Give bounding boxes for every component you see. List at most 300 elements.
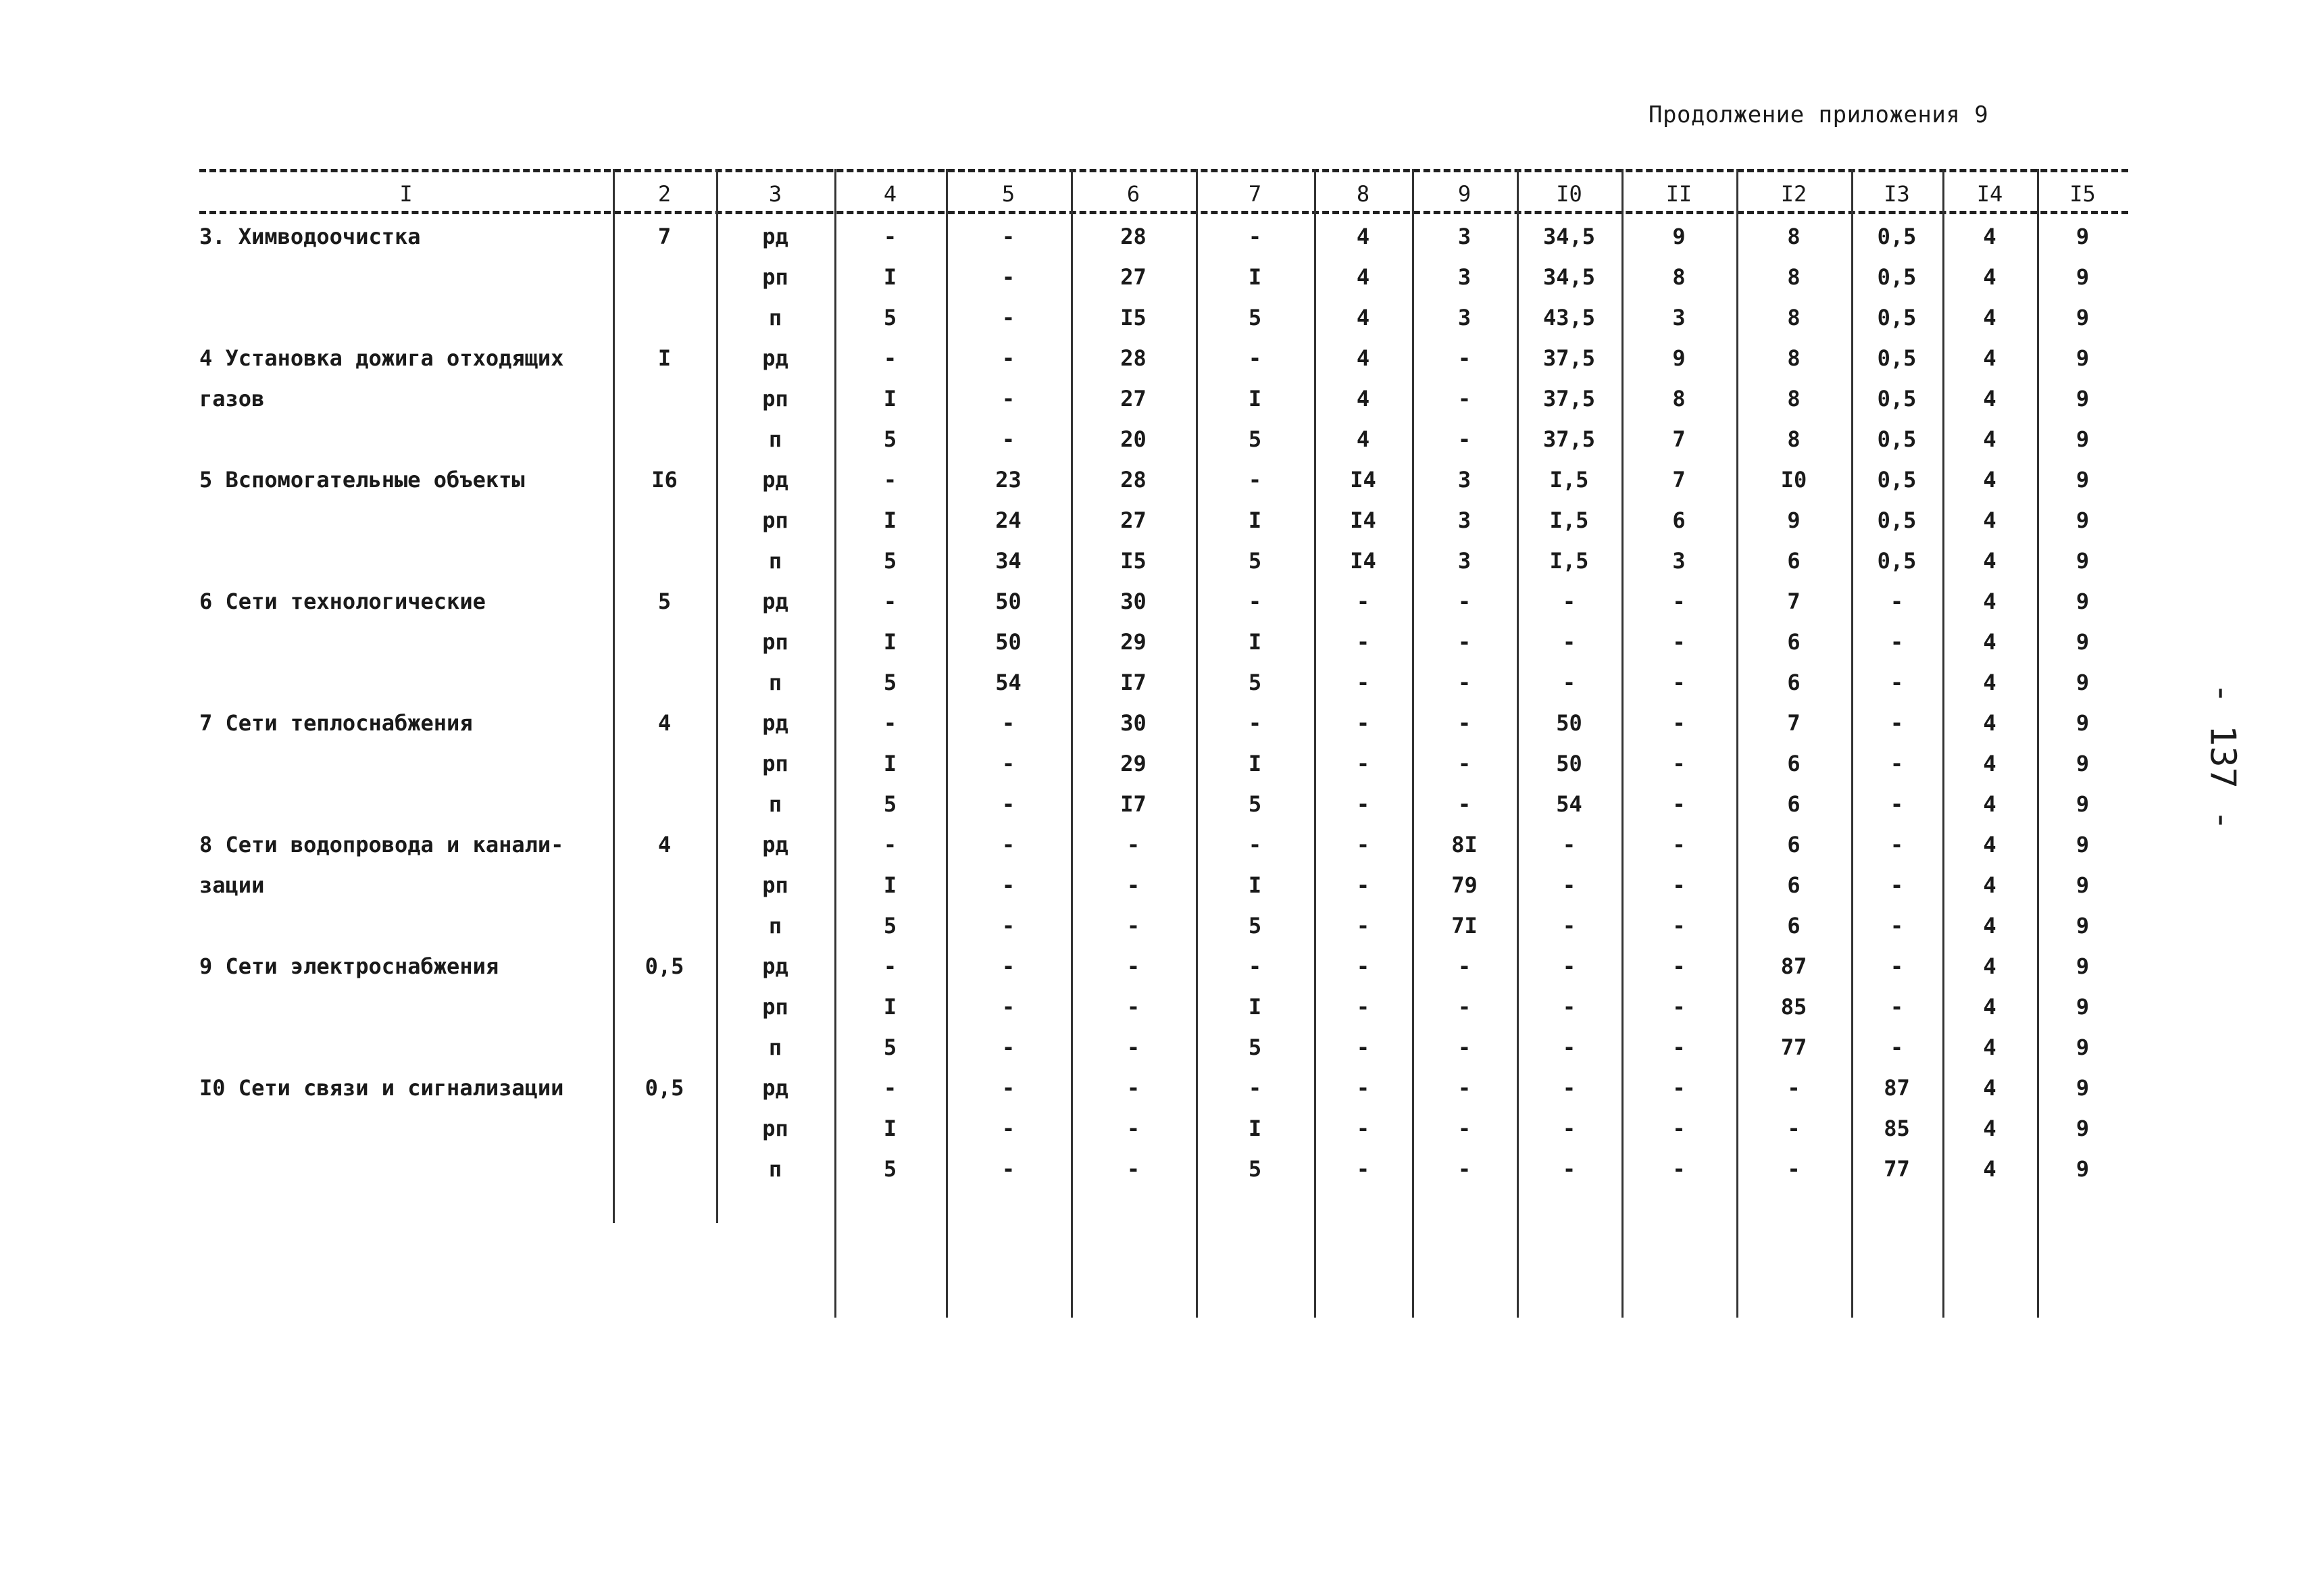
table-cell: 37,5 (1542, 426, 1596, 452)
object-name-cell (199, 784, 606, 824)
table-cell (613, 297, 716, 338)
table-cell (613, 622, 716, 662)
table-cell: 50 (995, 629, 1022, 655)
table-cell: 4 (1356, 224, 1370, 249)
object-name-cell (199, 419, 606, 459)
table-cell: - (1562, 913, 1576, 939)
table-cell: 4 (1983, 629, 1996, 655)
table-cell: - (1562, 1034, 1576, 1060)
table-cell (613, 419, 716, 459)
table-cell: I (883, 386, 897, 412)
table-cell: - (1562, 629, 1576, 655)
table-cell: - (1356, 913, 1370, 939)
table-cell: - (1457, 994, 1472, 1020)
table-cell: 5 (883, 791, 897, 817)
column-header: 4 (883, 181, 897, 207)
table-cell: I4 (1350, 548, 1376, 574)
table-cell: 8 (1787, 224, 1801, 249)
table-cell: рд (762, 224, 788, 249)
table-cell: - (1890, 872, 1904, 898)
table-cell (613, 905, 716, 946)
table-cell: 9 (2076, 670, 2090, 695)
table-cell: 4 (1983, 264, 1996, 290)
table-cell: 5 (883, 670, 897, 695)
table-cell: 5 (883, 548, 897, 574)
table-cell (613, 987, 716, 1027)
table-cell: - (1457, 345, 1472, 371)
table-cell: 0,5 (1877, 224, 1917, 249)
table-row (199, 946, 2128, 987)
table-cell: I (883, 507, 897, 533)
table-cell: 27 (1120, 264, 1147, 290)
table-cell (613, 662, 716, 703)
table-cell: - (1787, 1156, 1801, 1182)
table-cell: - (1248, 345, 1262, 371)
table-cell: 50 (995, 589, 1022, 614)
column-header: 3 (768, 181, 782, 207)
table-row (199, 743, 2128, 784)
table-cell: 54 (1556, 791, 1582, 817)
table-cell: 34,5 (1542, 224, 1596, 249)
table-cell: 0,5 (1877, 264, 1917, 290)
table-cell: 8 (1787, 264, 1801, 290)
table-cell: п (768, 426, 782, 452)
table-cell: I,5 (1549, 467, 1589, 493)
table-cell: 4 (1983, 670, 1996, 695)
table-cell: 0,5 (1877, 507, 1917, 533)
table-cell: 5 (1248, 791, 1262, 817)
table-cell: - (1001, 994, 1015, 1020)
table-cell: 4 (1356, 426, 1370, 452)
table-row (199, 662, 2128, 703)
header-bottom-rule (199, 211, 2128, 214)
table-cell: - (1672, 710, 1686, 736)
table-row (199, 987, 2128, 1027)
column-header: 2 (657, 181, 672, 207)
table-cell: рп (762, 386, 788, 412)
table-row (199, 824, 2128, 865)
table-cell: 54 (995, 670, 1022, 695)
column-header: 9 (1457, 181, 1472, 207)
table-cell: 4 (1983, 224, 1996, 249)
table-cell: 0,5 (645, 1075, 684, 1101)
object-name-cell (199, 743, 606, 784)
table-cell: 9 (2076, 1075, 2090, 1101)
table-cell: 9 (2076, 1156, 2090, 1182)
column-header: II (1665, 181, 1692, 207)
table-cell: 4 (1356, 386, 1370, 412)
column-header: 8 (1356, 181, 1370, 207)
table-cell: 23 (995, 467, 1022, 493)
table-cell: 28 (1120, 345, 1147, 371)
table-cell (613, 500, 716, 541)
table-cell: - (1457, 1116, 1472, 1141)
table-cell: 0,5 (1877, 386, 1917, 412)
table-cell: 5 (1248, 548, 1262, 574)
table-cell: - (1248, 224, 1262, 249)
table-row (199, 1108, 2128, 1149)
table-cell: 8I (1451, 832, 1478, 857)
table-cell: 4 (1983, 589, 1996, 614)
object-name-cell (199, 1149, 606, 1189)
object-name-cell (199, 987, 606, 1027)
object-name-cell: 5 Вспомогательные объекты (199, 467, 525, 493)
data-table (199, 169, 2128, 1216)
table-cell: - (1890, 710, 1904, 736)
table-cell: - (1248, 953, 1262, 979)
table-cell: - (1001, 832, 1015, 857)
table-cell: I (1248, 751, 1262, 776)
table-cell: I7 (1120, 670, 1147, 695)
column-header: 6 (1126, 181, 1140, 207)
table-cell: - (1672, 872, 1686, 898)
object-name-cell (199, 622, 606, 662)
table-cell: рд (762, 467, 788, 493)
table-cell: - (1126, 1075, 1140, 1101)
table-cell: 30 (1120, 589, 1147, 614)
table-cell: 8 (1787, 305, 1801, 330)
table-cell: I6 (651, 467, 678, 493)
table-cell: I7 (1120, 791, 1147, 817)
table-cell: - (1672, 953, 1686, 979)
table-cell: 6 (1787, 670, 1801, 695)
table-cell: I (1248, 386, 1262, 412)
table-cell: - (1672, 1156, 1686, 1182)
table-cell: - (1562, 994, 1576, 1020)
table-cell: - (1356, 791, 1370, 817)
table-cell: 0,5 (645, 953, 684, 979)
table-cell: - (883, 953, 897, 979)
table-cell: - (1890, 629, 1904, 655)
table-cell: 9 (2076, 345, 2090, 371)
table-cell: рд (762, 710, 788, 736)
table-cell: 28 (1120, 224, 1147, 249)
table-cell: 3 (1672, 305, 1686, 330)
table-row (199, 541, 2128, 581)
table-cell: 27 (1120, 507, 1147, 533)
table-cell: 9 (2076, 629, 2090, 655)
table-cell: - (1457, 629, 1472, 655)
table-cell: 9 (1672, 224, 1686, 249)
table-cell: - (1457, 426, 1472, 452)
table-cell: 4 (1983, 386, 1996, 412)
table-cell: - (1001, 751, 1015, 776)
table-cell: 8 (1787, 386, 1801, 412)
column-header: 5 (1001, 181, 1015, 207)
table-cell: п (768, 670, 782, 695)
table-cell: 4 (1356, 345, 1370, 371)
table-cell: 5 (1248, 1156, 1262, 1182)
table-cell: - (1248, 467, 1262, 493)
table-cell: - (1890, 832, 1904, 857)
table-cell: рд (762, 1075, 788, 1101)
table-cell: 0,5 (1877, 345, 1917, 371)
table-cell: - (1562, 953, 1576, 979)
table-cell: п (768, 1034, 782, 1060)
table-cell (613, 378, 716, 419)
object-name-cell: I0 Сети связи и сигнализации (199, 1075, 564, 1101)
table-cell: 0,5 (1877, 467, 1917, 493)
table-cell: I (883, 994, 897, 1020)
table-cell: I,5 (1549, 507, 1589, 533)
table-cell: 5 (1248, 913, 1262, 939)
table-cell: п (768, 548, 782, 574)
table-cell (613, 1108, 716, 1149)
table-row (199, 459, 2128, 500)
table-cell: - (1672, 589, 1686, 614)
table-cell: 9 (2076, 832, 2090, 857)
table-cell: 4 (1983, 507, 1996, 533)
table-cell: - (1126, 1034, 1140, 1060)
table-cell: 8 (1672, 386, 1686, 412)
table-cell: 5 (1248, 426, 1262, 452)
table-cell: I (883, 872, 897, 898)
table-row (199, 622, 2128, 662)
object-name-cell (199, 541, 606, 581)
table-cell: I (883, 1116, 897, 1141)
table-cell: - (1356, 751, 1370, 776)
table-cell: 85 (1780, 994, 1807, 1020)
table-cell: - (1356, 1034, 1370, 1060)
table-cell: - (1356, 1156, 1370, 1182)
table-cell: 5 (1248, 670, 1262, 695)
table-cell: 4 (1983, 710, 1996, 736)
table-cell: 4 (1983, 872, 1996, 898)
table-cell: рп (762, 1116, 788, 1141)
table-cell: 9 (2076, 548, 2090, 574)
table-row (199, 500, 2128, 541)
table-cell: 5 (883, 426, 897, 452)
table-cell: - (1126, 994, 1140, 1020)
table-cell: - (1248, 832, 1262, 857)
table-cell: 3 (1672, 548, 1686, 574)
table-cell: - (1356, 1116, 1370, 1141)
table-top-rule (199, 169, 2128, 172)
table-cell: - (1126, 1156, 1140, 1182)
table-cell: 9 (2076, 710, 2090, 736)
table-cell: 6 (1787, 791, 1801, 817)
column-header: I (399, 181, 413, 207)
table-cell: - (1787, 1116, 1801, 1141)
table-cell: 77 (1884, 1156, 1910, 1182)
table-cell: 5 (657, 589, 672, 614)
table-row (199, 703, 2128, 743)
object-name-cell: газов (199, 386, 265, 412)
table-cell: - (1562, 1075, 1576, 1101)
table-cell: 7 (1672, 467, 1686, 493)
object-name-cell (199, 500, 606, 541)
table-cell (613, 257, 716, 297)
table-cell: 50 (1556, 710, 1582, 736)
table-cell: 3 (1457, 264, 1472, 290)
table-cell: 7 (1787, 710, 1801, 736)
table-cell: 9 (2076, 791, 2090, 817)
table-cell: - (1356, 589, 1370, 614)
table-cell: - (1356, 629, 1370, 655)
object-name-cell: зации (199, 872, 265, 898)
table-cell: - (1001, 791, 1015, 817)
table-cell: - (1890, 751, 1904, 776)
table-cell: - (1126, 913, 1140, 939)
table-cell: - (1562, 872, 1576, 898)
table-cell: 9 (2076, 953, 2090, 979)
table-cell: - (1562, 1156, 1576, 1182)
table-cell: - (1672, 670, 1686, 695)
table-cell: п (768, 791, 782, 817)
table-cell: - (1001, 710, 1015, 736)
table-cell: 9 (2076, 913, 2090, 939)
table-cell: 4 (1983, 953, 1996, 979)
table-cell: 6 (1787, 751, 1801, 776)
table-cell: - (1890, 913, 1904, 939)
table-cell: 4 (1983, 345, 1996, 371)
table-cell: 9 (2076, 507, 2090, 533)
table-cell: I (1248, 872, 1262, 898)
table-cell: 34 (995, 548, 1022, 574)
table-cell: 6 (1787, 629, 1801, 655)
table-cell: 9 (2076, 264, 2090, 290)
table-cell: 4 (1983, 913, 1996, 939)
table-cell: 6 (1787, 548, 1801, 574)
table-cell: 4 (1983, 1075, 1996, 1101)
table-cell: I (1248, 629, 1262, 655)
table-cell: 7 (657, 224, 672, 249)
table-cell: 9 (2076, 994, 2090, 1020)
table-cell: - (1457, 953, 1472, 979)
table-cell (613, 541, 716, 581)
table-cell: - (1457, 589, 1472, 614)
table-cell: 37,5 (1542, 345, 1596, 371)
table-cell: 9 (2076, 426, 2090, 452)
table-cell: - (883, 467, 897, 493)
table-row (199, 257, 2128, 297)
page-heading: Продолжение приложения 9 (1649, 101, 1989, 128)
table-cell: 9 (2076, 589, 2090, 614)
table-cell: 3 (1457, 548, 1472, 574)
table-cell: - (1126, 872, 1140, 898)
table-cell: 3 (1457, 467, 1472, 493)
table-cell: 6 (1672, 507, 1686, 533)
table-cell: 43,5 (1542, 305, 1596, 330)
table-cell: рд (762, 589, 788, 614)
table-cell: 87 (1884, 1075, 1910, 1101)
table-cell: рп (762, 629, 788, 655)
table-cell: рд (762, 953, 788, 979)
table-cell: - (1562, 589, 1576, 614)
table-cell: 7 (1672, 426, 1686, 452)
table-cell: 9 (2076, 751, 2090, 776)
table-cell: - (1562, 1116, 1576, 1141)
table-cell: 4 (1983, 467, 1996, 493)
table-cell (613, 1149, 716, 1189)
table-cell: I4 (1350, 507, 1376, 533)
table-cell: 9 (1672, 345, 1686, 371)
table-cell (613, 865, 716, 905)
table-cell: п (768, 305, 782, 330)
table-cell: I (1248, 1116, 1262, 1141)
column-header: 7 (1248, 181, 1262, 207)
table-cell: 9 (2076, 1034, 2090, 1060)
table-cell: 0,5 (1877, 548, 1917, 574)
table-cell: - (1248, 710, 1262, 736)
table-cell: - (1126, 832, 1140, 857)
table-cell: 30 (1120, 710, 1147, 736)
table-cell: - (1890, 953, 1904, 979)
table-cell: - (883, 710, 897, 736)
table-cell: 50 (1556, 751, 1582, 776)
table-cell: - (1248, 589, 1262, 614)
table-cell: - (1001, 1156, 1015, 1182)
table-cell: 9 (2076, 467, 2090, 493)
table-row (199, 1027, 2128, 1068)
table-cell: 5 (883, 1034, 897, 1060)
table-cell: - (1356, 953, 1370, 979)
table-cell: I5 (1120, 548, 1147, 574)
table-cell: рд (762, 345, 788, 371)
table-cell: - (1890, 670, 1904, 695)
object-name-cell (199, 297, 606, 338)
table-cell: - (1001, 1116, 1015, 1141)
table-cell: - (1356, 710, 1370, 736)
table-cell: - (1001, 953, 1015, 979)
table-cell: - (1890, 1034, 1904, 1060)
table-cell (613, 743, 716, 784)
table-cell: 3 (1457, 305, 1472, 330)
table-cell: 4 (657, 832, 672, 857)
table-cell: 4 (1983, 791, 1996, 817)
table-cell: 9 (1787, 507, 1801, 533)
table-cell: - (1001, 426, 1015, 452)
table-cell: 8 (1787, 426, 1801, 452)
table-cell: 85 (1884, 1116, 1910, 1141)
table-cell: 4 (1983, 1034, 1996, 1060)
table-cell: - (883, 589, 897, 614)
table-cell: 9 (2076, 1116, 2090, 1141)
object-name-cell (199, 1027, 606, 1068)
table-cell: - (1457, 1075, 1472, 1101)
table-cell: - (1890, 589, 1904, 614)
table-cell: I5 (1120, 305, 1147, 330)
object-name-cell (199, 257, 606, 297)
table-cell: - (1457, 710, 1472, 736)
table-cell: 28 (1120, 467, 1147, 493)
object-name-cell (199, 1108, 606, 1149)
table-cell: - (1787, 1075, 1801, 1101)
table-cell: - (1672, 1034, 1686, 1060)
table-cell: - (1356, 872, 1370, 898)
table-cell: - (1672, 1116, 1686, 1141)
table-cell: 3 (1457, 224, 1472, 249)
table-cell: - (1457, 386, 1472, 412)
table-cell: 77 (1780, 1034, 1807, 1060)
table-cell: 37,5 (1542, 386, 1596, 412)
table-cell: - (1001, 872, 1015, 898)
table-cell: 29 (1120, 751, 1147, 776)
table-cell: 5 (1248, 1034, 1262, 1060)
table-cell: 4 (1356, 264, 1370, 290)
table-cell: рп (762, 994, 788, 1020)
table-cell: 87 (1780, 953, 1807, 979)
object-name-cell (199, 905, 606, 946)
table-cell: - (1001, 913, 1015, 939)
table-row (199, 865, 2128, 905)
table-cell: 6 (1787, 832, 1801, 857)
column-header: I2 (1780, 181, 1807, 207)
table-cell: 4 (1983, 548, 1996, 574)
table-cell: 6 (1787, 872, 1801, 898)
table-row (199, 905, 2128, 946)
table-cell: 4 (1983, 751, 1996, 776)
